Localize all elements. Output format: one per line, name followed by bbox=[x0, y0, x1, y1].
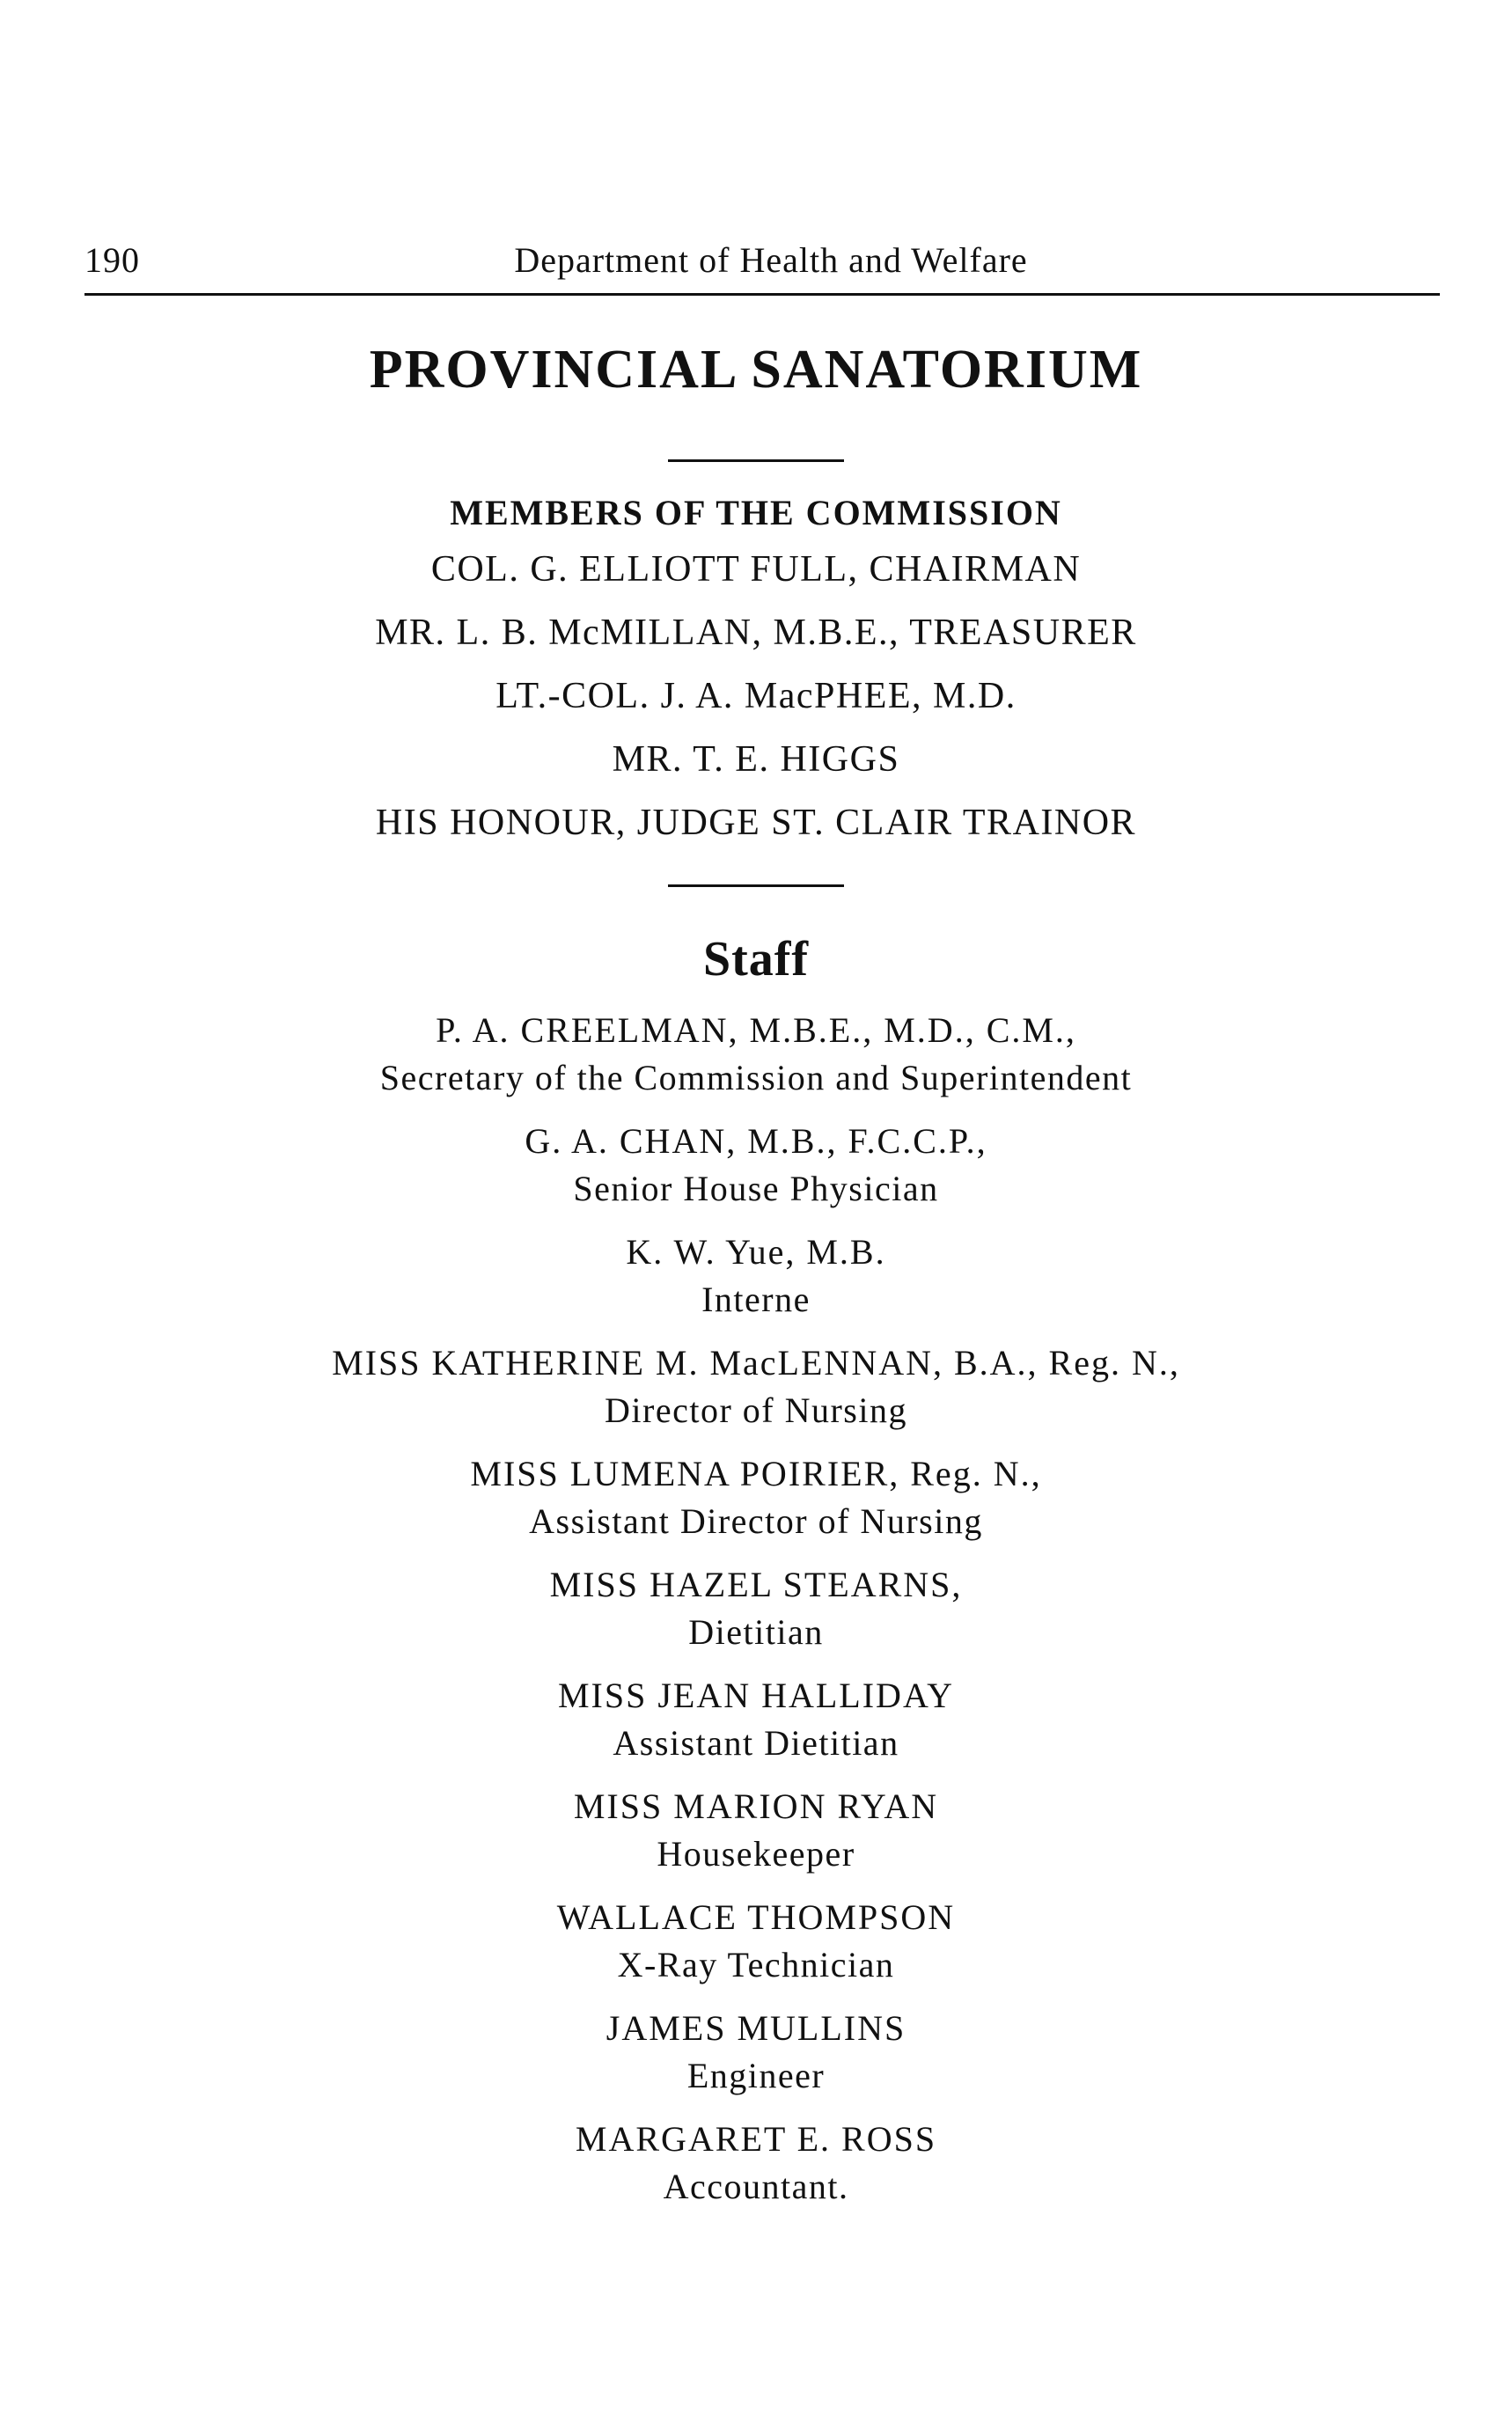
staff-role: Interne bbox=[701, 1280, 811, 1319]
staff-entry bbox=[176, 1561, 1336, 1656]
staff-role: Senior House Physician bbox=[573, 1169, 939, 1208]
staff-role: Housekeeper bbox=[657, 1834, 855, 1874]
staff-entry bbox=[176, 1007, 1336, 1102]
staff-role: Dietitian bbox=[688, 1612, 824, 1652]
section-divider bbox=[668, 459, 844, 462]
staff-entry bbox=[176, 2116, 1336, 2211]
staff-entry bbox=[176, 1118, 1336, 1213]
header-rule bbox=[84, 293, 1440, 296]
staff-heading: Staff bbox=[702, 932, 810, 987]
staff-entry bbox=[176, 1783, 1336, 1878]
staff-role: X-Ray Technician bbox=[617, 1945, 895, 1984]
commission-member: MR. L. B. McMILLAN, M.B.E., TREASURER bbox=[375, 613, 1137, 653]
section-divider bbox=[668, 884, 844, 887]
staff-name: MISS LUMENA POIRIER, Reg. N., bbox=[470, 1454, 1042, 1493]
running-title: Department of Health and Welfare bbox=[514, 240, 1028, 280]
staff-name: MISS KATHERINE M. MacLENNAN, B.A., Reg. N., bbox=[332, 1343, 1180, 1383]
staff-name: MISS JEAN HALLIDAY bbox=[557, 1676, 955, 1715]
staff-role: Assistant Director of Nursing bbox=[529, 1501, 983, 1541]
staff-entry bbox=[176, 1450, 1336, 1545]
staff-role: Engineer bbox=[686, 2056, 826, 2095]
staff-role: Director of Nursing bbox=[605, 1390, 907, 1430]
staff-entry bbox=[176, 1229, 1336, 1324]
commission-member: LT.-COL. J. A. MacPHEE, M.D. bbox=[495, 676, 1017, 716]
staff-entry bbox=[176, 1894, 1336, 1989]
commission-member: MR. T. E. HIGGS bbox=[612, 739, 900, 780]
staff-entry bbox=[176, 1672, 1336, 1767]
staff-section bbox=[176, 924, 1336, 2211]
commission-section bbox=[176, 488, 1336, 855]
page-title: PROVINCIAL SANATORIUM bbox=[369, 340, 1143, 400]
staff-role: Assistant Dietitian bbox=[613, 1723, 899, 1763]
page-body bbox=[176, 334, 1336, 2211]
staff-name: MISS MARION RYAN bbox=[573, 1786, 939, 1826]
page-number: 190 bbox=[84, 240, 140, 280]
running-head bbox=[84, 231, 1440, 283]
commission-member: COL. G. ELLIOTT FULL, CHAIRMAN bbox=[430, 549, 1082, 590]
staff-name: WALLACE THOMPSON bbox=[556, 1897, 956, 1937]
staff-entry bbox=[176, 2005, 1336, 2100]
staff-name: K. W. Yue, M.B. bbox=[626, 1232, 886, 1272]
staff-role: Accountant. bbox=[663, 2167, 849, 2206]
staff-name: P. A. CREELMAN, M.B.E., M.D., C.M., bbox=[436, 1010, 1076, 1050]
staff-name: MISS HAZEL STEARNS, bbox=[549, 1565, 963, 1604]
staff-name: JAMES MULLINS bbox=[606, 2008, 906, 2048]
commission-heading: MEMBERS OF THE COMMISSION bbox=[450, 493, 1062, 532]
staff-name: MARGARET E. ROSS bbox=[575, 2119, 937, 2159]
staff-entry bbox=[176, 1339, 1336, 1434]
commission-member: HIS HONOUR, JUDGE ST. CLAIR TRAINOR bbox=[375, 803, 1137, 843]
staff-role: Secretary of the Commission and Superintendent bbox=[379, 1058, 1133, 1097]
staff-name: G. A. CHAN, M.B., F.C.C.P., bbox=[525, 1121, 987, 1161]
